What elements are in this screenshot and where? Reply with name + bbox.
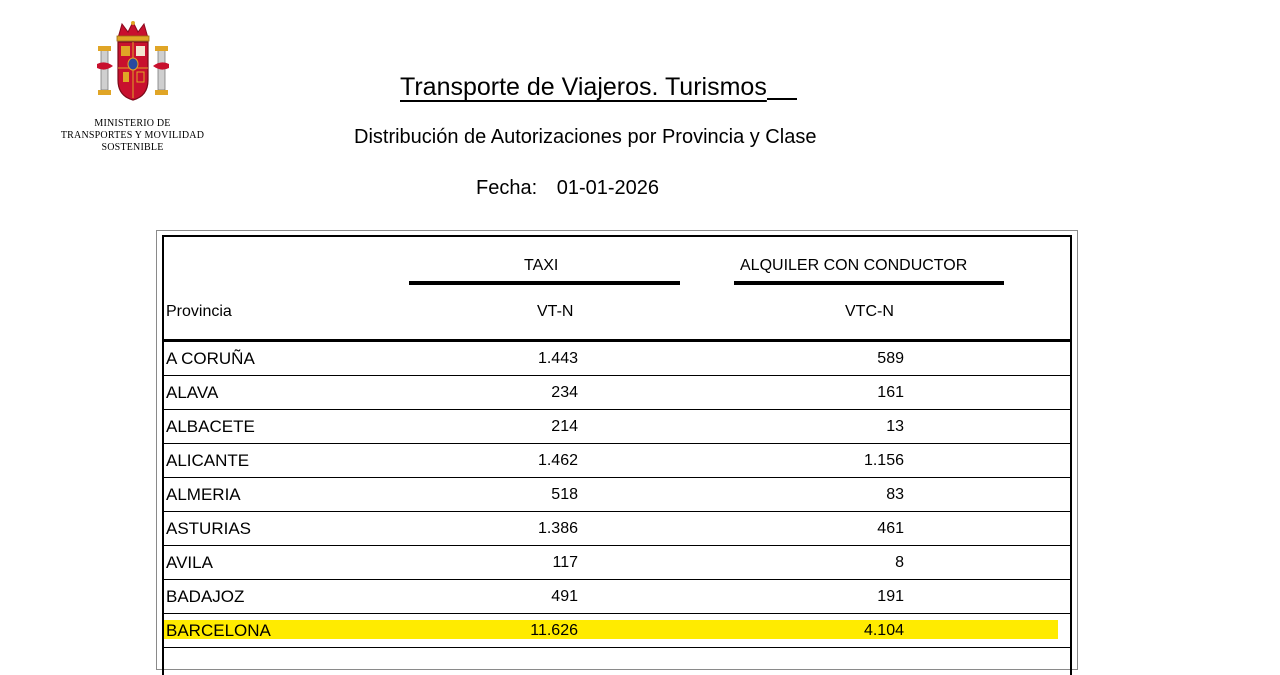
row-vtc: 161	[877, 384, 904, 401]
row-provincia: ASTURIAS	[166, 519, 252, 538]
row-vt: 214	[551, 418, 578, 435]
row-vt: 1.443	[537, 350, 578, 367]
coat-of-arms-of-spain-icon	[93, 20, 173, 104]
row-vtc: 589	[877, 350, 904, 367]
row-provincia: AVILA	[166, 553, 213, 572]
row-vt: 1.462	[537, 452, 578, 469]
ministry-name	[40, 118, 225, 154]
group-header-taxi: TAXI	[524, 257, 559, 274]
page-subtitle: Distribución de Autorizaciones por Provincia y Clase	[354, 126, 817, 148]
column-header-vt: VT-N	[537, 303, 574, 320]
table-row	[164, 444, 1070, 478]
ministry-line-3: SOSTENIBLE	[101, 142, 164, 153]
row-vtc: 8	[895, 554, 904, 571]
ministry-line-1: MINISTERIO DE	[94, 118, 171, 129]
page-title	[400, 72, 797, 102]
row-highlight	[164, 620, 1058, 639]
date-label: Fecha:	[476, 177, 538, 199]
row-provincia: BARCELONA	[166, 621, 271, 640]
group-header-vtc: ALQUILER CON CONDUCTOR	[740, 257, 968, 274]
table-row	[164, 580, 1070, 614]
row-vtc: 13	[886, 418, 904, 435]
row-provincia: BADAJOZ	[166, 587, 245, 606]
taxi-header-rule	[409, 281, 680, 285]
table-row-highlighted	[164, 614, 1070, 648]
row-vt: 1.386	[537, 520, 578, 537]
row-provincia: ALMERIA	[166, 485, 241, 504]
column-header-provincia: Provincia	[166, 303, 232, 320]
row-vtc: 83	[886, 486, 904, 503]
column-header-vtc: VTC-N	[845, 303, 894, 320]
date-value: 01-01-2026	[556, 177, 660, 199]
row-vt: 518	[551, 486, 578, 503]
row-vtc: 4.104	[863, 622, 904, 639]
title-underline-tail	[767, 98, 797, 100]
table-row	[164, 376, 1070, 410]
row-provincia: ALICANTE	[166, 451, 250, 470]
report-date	[476, 175, 659, 201]
row-vtc: 1.156	[863, 452, 904, 469]
table-row	[164, 512, 1070, 546]
row-vtc: 461	[877, 520, 904, 537]
row-vt: 11.626	[530, 622, 578, 639]
row-provincia: ALBACETE	[166, 417, 255, 436]
row-vt: 117	[552, 554, 578, 571]
table-row	[164, 546, 1070, 580]
row-provincia: ALAVA	[166, 383, 219, 402]
page-title-text: Transporte de Viajeros. Turismos	[400, 73, 767, 101]
table-row	[164, 478, 1070, 512]
vtc-header-rule	[734, 281, 1004, 285]
row-vtc: 191	[877, 588, 904, 605]
ministry-logo	[40, 20, 225, 154]
row-provincia: A CORUÑA	[166, 349, 255, 368]
row-vt: 491	[551, 588, 578, 605]
table-row	[164, 342, 1070, 376]
table-row	[164, 410, 1070, 444]
ministry-line-2: TRANSPORTES Y MOVILIDAD	[60, 130, 205, 141]
row-vt: 234	[551, 384, 578, 401]
